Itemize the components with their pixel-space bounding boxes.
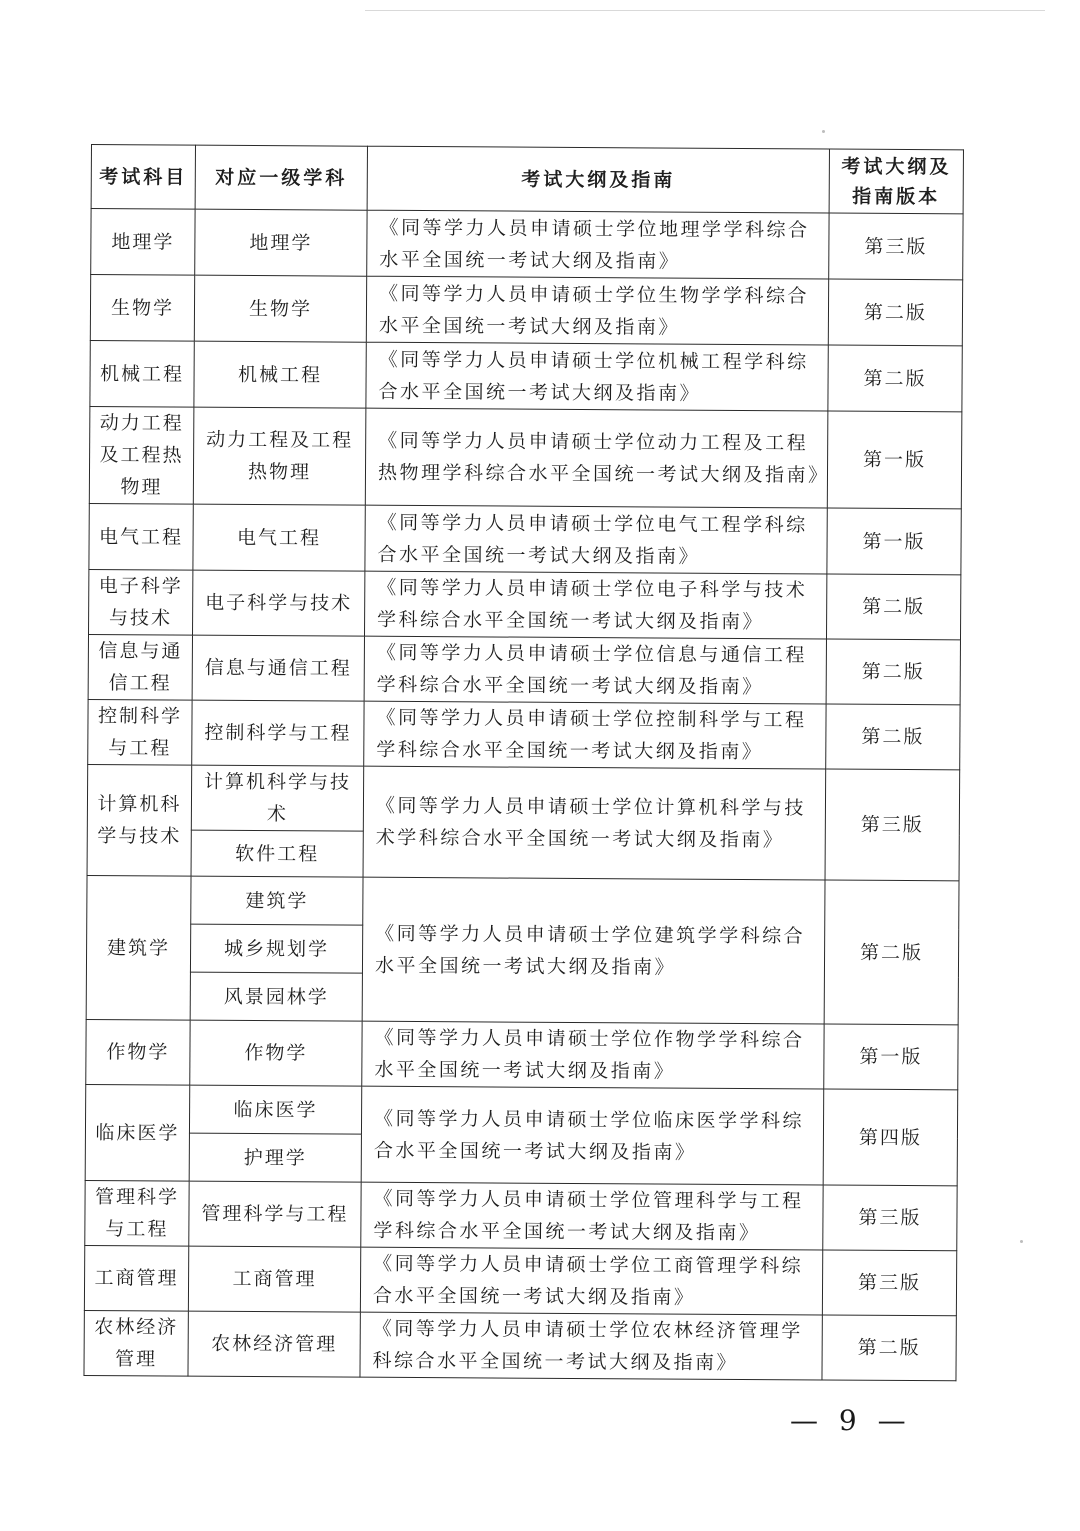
subject-cell: 电气工程 xyxy=(89,503,193,570)
discipline-cell: 机械工程 xyxy=(194,341,366,408)
guide-cell: 《同等学力人员申请硕士学位作物学学科综合水平全国统一考试大纲及指南》 xyxy=(362,1021,824,1089)
table-row xyxy=(84,1310,956,1380)
version-cell: 第一版 xyxy=(827,508,961,575)
discipline-cell: 风景园林学 xyxy=(190,972,362,1021)
discipline-cell: 建筑学 xyxy=(191,876,363,925)
table-row xyxy=(89,406,962,508)
table-row xyxy=(87,764,959,834)
discipline-cell: 动力工程及工程热物理 xyxy=(193,407,366,505)
guide-cell: 《同等学力人员申请硕士学位管理科学与工程学科综合水平全国统一考试大纲及指南》 xyxy=(361,1182,823,1250)
guide-cell: 《同等学力人员申请硕士学位计算机科学与技术学科综合水平全国统一考试大纲及指南》 xyxy=(363,766,826,880)
table-row xyxy=(86,1019,958,1089)
page-number: — 9 — xyxy=(790,1404,912,1437)
guide-cell: 《同等学力人员申请硕士学位动力工程及工程热物理学科综合水平全国统一考试大纲及指南》 xyxy=(365,408,828,508)
guide-cell: 《同等学力人员申请硕士学位临床医学学科综合水平全国统一考试大纲及指南》 xyxy=(361,1086,824,1185)
guide-cell: 《同等学力人员申请硕士学位地理学学科综合水平全国统一考试大纲及指南》 xyxy=(367,210,829,279)
table-row xyxy=(84,1245,956,1315)
version-cell: 第二版 xyxy=(826,574,960,640)
version-cell: 第二版 xyxy=(826,704,960,770)
guide-cell: 《同等学力人员申请硕士学位控制科学与工程学科综合水平全国统一考试大纲及指南》 xyxy=(364,701,826,769)
discipline-cell: 电子科学与技术 xyxy=(193,570,365,636)
table-row xyxy=(89,569,961,639)
discipline-cell: 信息与通信工程 xyxy=(192,635,364,701)
subject-cell: 信息与通信工程 xyxy=(88,634,192,700)
guide-cell: 《同等学力人员申请硕士学位建筑学学科综合水平全国统一考试大纲及指南》 xyxy=(362,877,825,1024)
header-discipline: 对应一级学科 xyxy=(195,145,367,210)
version-cell: 第三版 xyxy=(823,1185,957,1251)
discipline-cell: 工商管理 xyxy=(188,1246,360,1312)
guide-cell: 《同等学力人员申请硕士学位工商管理学科综合水平全国统一考试大纲及指南》 xyxy=(360,1247,822,1315)
discipline-cell: 作物学 xyxy=(190,1020,362,1086)
subject-cell: 工商管理 xyxy=(84,1245,188,1311)
subject-cell: 动力工程及工程热物理 xyxy=(89,406,194,504)
subject-cell: 机械工程 xyxy=(90,340,194,407)
table-row xyxy=(90,340,962,411)
discipline-cell: 临床医学 xyxy=(189,1085,361,1134)
guide-cell: 《同等学力人员申请硕士学位生物学学科综合水平全国统一考试大纲及指南》 xyxy=(366,276,828,345)
subject-cell: 农林经济管理 xyxy=(84,1310,188,1376)
table-row xyxy=(88,634,960,704)
table-row xyxy=(91,209,963,280)
subject-cell: 管理科学与工程 xyxy=(85,1180,189,1246)
discipline-cell: 地理学 xyxy=(195,209,367,276)
version-cell: 第三版 xyxy=(829,213,963,280)
version-cell: 第二版 xyxy=(824,880,959,1025)
discipline-cell: 护理学 xyxy=(189,1133,361,1182)
scan-speck xyxy=(822,130,825,133)
discipline-cell: 软件工程 xyxy=(191,830,363,877)
version-cell: 第三版 xyxy=(822,1250,956,1316)
discipline-cell: 生物学 xyxy=(194,275,366,342)
header-guide: 考试大纲及指南 xyxy=(367,146,829,213)
header-version: 考试大纲及指南版本 xyxy=(829,149,963,214)
version-cell: 第一版 xyxy=(827,411,962,509)
discipline-cell: 计算机科学与技术 xyxy=(191,765,363,831)
table-row xyxy=(85,1180,957,1250)
scan-speck xyxy=(1020,1240,1023,1243)
subject-cell: 建筑学 xyxy=(86,875,191,1020)
discipline-cell: 城乡规划学 xyxy=(190,924,362,973)
version-cell: 第四版 xyxy=(823,1089,958,1186)
subject-cell: 地理学 xyxy=(91,209,195,276)
guide-cell: 《同等学力人员申请硕士学位农林经济管理学科综合水平全国统一考试大纲及指南》 xyxy=(360,1312,822,1380)
header-subject: 考试科目 xyxy=(91,145,195,210)
guide-cell: 《同等学力人员申请硕士学位电子科学与技术学科综合水平全国统一考试大纲及指南》 xyxy=(364,571,826,639)
discipline-cell: 控制科学与工程 xyxy=(192,700,364,766)
top-rule xyxy=(365,10,1045,11)
guide-cell: 《同等学力人员申请硕士学位机械工程学科综合水平全国统一考试大纲及指南》 xyxy=(366,342,828,411)
guide-cell: 《同等学力人员申请硕士学位电气工程学科综合水平全国统一考试大纲及指南》 xyxy=(365,505,827,574)
table-row xyxy=(90,275,962,346)
table-row xyxy=(88,699,960,769)
version-cell: 第二版 xyxy=(828,345,962,412)
version-cell: 第二版 xyxy=(822,1315,956,1381)
version-cell: 第二版 xyxy=(828,279,962,346)
table-row xyxy=(85,1084,957,1137)
version-cell: 第二版 xyxy=(826,639,960,705)
table-row xyxy=(87,875,959,928)
subject-cell: 计算机科学与技术 xyxy=(87,764,192,876)
version-cell: 第一版 xyxy=(824,1024,958,1090)
discipline-cell: 管理科学与工程 xyxy=(189,1181,361,1247)
guide-cell: 《同等学力人员申请硕士学位信息与通信工程学科综合水平全国统一考试大纲及指南》 xyxy=(364,636,826,704)
subject-cell: 临床医学 xyxy=(85,1084,190,1181)
discipline-cell: 农林经济管理 xyxy=(188,1311,360,1377)
subject-cell: 生物学 xyxy=(90,275,194,342)
subject-cell: 作物学 xyxy=(86,1019,190,1085)
subject-cell: 控制科学与工程 xyxy=(88,699,192,765)
exam-guide-table xyxy=(83,144,964,1381)
discipline-cell: 电气工程 xyxy=(193,504,365,571)
subject-cell: 电子科学与技术 xyxy=(89,569,193,635)
version-cell: 第三版 xyxy=(825,769,960,881)
table-row xyxy=(89,503,961,574)
